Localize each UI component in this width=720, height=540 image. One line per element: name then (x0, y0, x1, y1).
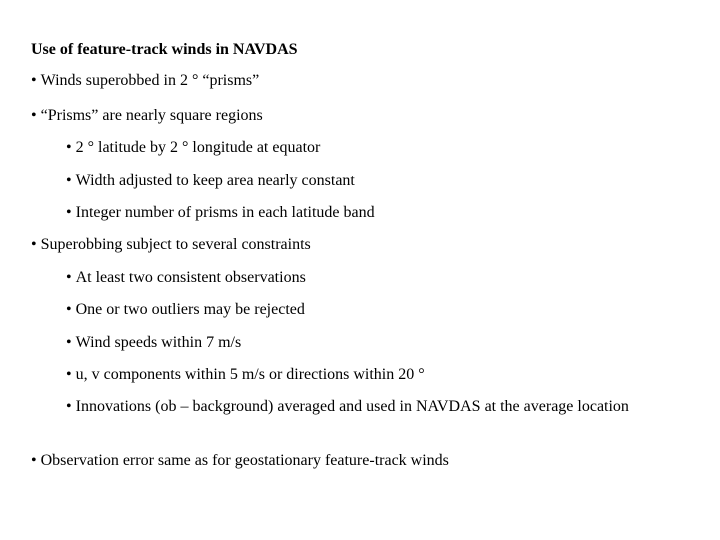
bullet-text: One or two outliers may be rejected (75, 301, 305, 318)
sub-bullet-item (66, 267, 666, 289)
bullet-marker: • (66, 398, 72, 415)
bullet-text: Observation error same as for geostationary feature-track winds (40, 452, 449, 469)
bullet-text: Superobbing subject to several constraints (40, 236, 311, 253)
bullet-marker: • (66, 366, 72, 383)
bullet-text: At least two consistent observations (75, 269, 306, 286)
bullet-marker: • (66, 172, 72, 189)
bullet-item (31, 70, 259, 92)
bullet-text: “Prisms” are nearly square regions (40, 107, 263, 124)
sub-bullet-item (66, 170, 666, 192)
sub-bullet-item (66, 364, 666, 386)
bullet-marker: • (66, 269, 72, 286)
bullet-marker: • (66, 334, 72, 351)
bullet-marker: • (66, 204, 72, 221)
bullet-text: Innovations (ob – background) averaged and used in NAVDAS at the average location (75, 398, 629, 415)
bullet-marker: • (31, 107, 37, 124)
sub-bullet-item (66, 332, 666, 354)
bullet-text: Width adjusted to keep area nearly constant (75, 172, 355, 189)
bullet-marker: • (66, 301, 72, 318)
bullet-item (31, 450, 449, 472)
sub-bullet-item (66, 202, 666, 224)
bullet-text: 2 ° latitude by 2 ° longitude at equator (75, 139, 321, 156)
bullet-marker: • (31, 452, 37, 469)
slide-title: Use of feature-track winds in NAVDAS (31, 41, 298, 58)
sub-bullet-item (66, 299, 666, 321)
bullet-text: Winds superobbed in 2 ° “prisms” (40, 72, 260, 89)
bullet-marker: • (31, 236, 37, 253)
sub-bullet-item (66, 137, 666, 159)
bullet-text: u, v components within 5 m/s or directions within 20 ° (75, 366, 425, 383)
bullet-marker: • (31, 72, 37, 89)
bullet-item (31, 105, 263, 127)
bullet-text: Integer number of prisms in each latitude band (75, 204, 375, 221)
bullet-item (31, 234, 311, 256)
sub-bullet-item (66, 396, 666, 418)
bullet-marker: • (66, 139, 72, 156)
bullet-text: Wind speeds within 7 m/s (75, 334, 242, 351)
